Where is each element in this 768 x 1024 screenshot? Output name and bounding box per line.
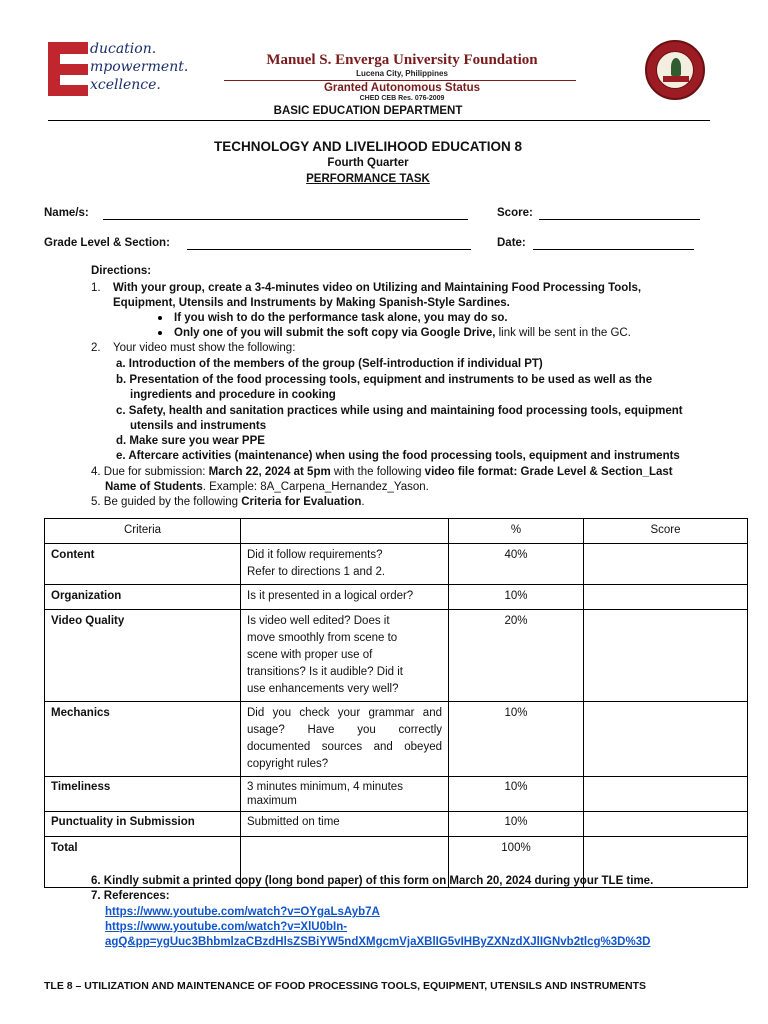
logo-e-letter xyxy=(48,42,88,96)
table-row xyxy=(45,544,748,585)
header-percent: % xyxy=(449,519,584,544)
direction-5: 5. Be guided by the following Criteria for Evaluation. xyxy=(91,496,365,508)
direction-1: With your group, create a 3-4-minutes video on Utilizing and Maintaining Food Processing Tools, xyxy=(113,282,642,294)
table-header-row xyxy=(45,519,748,544)
direction-2d: d. Make sure you wear PPE xyxy=(116,435,265,447)
bullet-icon xyxy=(158,331,162,335)
criteria-percent: 10% xyxy=(449,585,584,610)
school-logo xyxy=(48,40,208,98)
bullet-1: If you wish to do the performance task alone, you may do so. xyxy=(174,312,508,324)
date-label: Date: xyxy=(497,237,526,249)
criteria-description: Did you check your grammar and usage? Have you correctly documented sources and obeyed copyright rules? xyxy=(241,702,449,777)
university-seal-icon xyxy=(645,40,705,100)
direction-2e: e. Aftercare activities (maintenance) when using the food processing tools, equipment and instruments xyxy=(116,450,680,462)
score-field[interactable] xyxy=(539,208,700,220)
bullet-2: Only one of you will submit the soft copy via Google Drive, link will be sent in the GC. xyxy=(174,327,631,339)
direction-4-cont: Name of Students. Example: 8A_Carpena_Hernandez_Yason. xyxy=(105,481,429,493)
direction-1-cont: Equipment, Utensils and Instruments by Making Spanish-Style Sardines. xyxy=(113,297,510,309)
table-row xyxy=(45,610,748,702)
score-cell[interactable] xyxy=(584,544,748,585)
quarter-label: Fourth Quarter xyxy=(327,157,409,169)
criteria-percent: 10% xyxy=(449,702,584,777)
score-cell[interactable] xyxy=(584,702,748,777)
direction-6: 6. Kindly submit a printed copy (long bond paper) of this form on March 20, 2024 during your TLE time. xyxy=(91,875,654,887)
score-cell[interactable] xyxy=(584,777,748,812)
table-row xyxy=(45,777,748,812)
subject-title: TECHNOLOGY AND LIVELIHOOD EDUCATION 8 xyxy=(213,139,522,154)
criteria-description: Submitted on time xyxy=(241,812,449,837)
criteria-name: Organization xyxy=(45,585,241,610)
criteria-description: Is it presented in a logical order? xyxy=(241,585,449,610)
table-row xyxy=(45,585,748,610)
department-rule xyxy=(48,120,710,121)
grade-section-field[interactable] xyxy=(187,238,471,250)
direction-2c: c. Safety, health and sanitation practices while using and maintaining food processing tools, equipment xyxy=(116,405,683,417)
criteria-percent: 40% xyxy=(449,544,584,585)
header-score: Score xyxy=(584,519,748,544)
criteria-name: Punctuality in Submission xyxy=(45,812,241,837)
ched-resolution: CHED CEB Res. 076-2009 xyxy=(359,95,445,102)
direction-2b-cont: ingredients and procedure in cooking xyxy=(130,389,336,401)
direction-7: 7. References: xyxy=(91,890,170,902)
criteria-percent: 10% xyxy=(449,777,584,812)
direction-2a: a. Introduction of the members of the group (Self-introduction if individual PT) xyxy=(116,358,543,370)
criteria-description: Is video well edited? Does it move smoothly from scene to scene with proper use of transitions? Is it audible? Did it use enhancements very well? xyxy=(241,610,449,702)
date-field[interactable] xyxy=(533,238,694,250)
criteria-name: Timeliness xyxy=(45,777,241,812)
direction-2: Your video must show the following: xyxy=(113,342,296,354)
reference-link-1[interactable]: https://www.youtube.com/watch?v=OYgaLsAyb7A xyxy=(105,906,380,918)
header-description xyxy=(241,519,449,544)
header-criteria: Criteria xyxy=(45,519,241,544)
criteria-name: Video Quality xyxy=(45,610,241,702)
direction-2c-cont: utensils and instruments xyxy=(130,420,267,432)
directions-heading: Directions: xyxy=(91,265,152,277)
criteria-percent: 10% xyxy=(449,812,584,837)
direction-2-number: 2. xyxy=(91,342,101,354)
university-name: Manuel S. Enverga University Foundation xyxy=(266,52,538,68)
direction-2b: b. Presentation of the food processing tools, equipment and instruments to be used as well as the xyxy=(116,374,653,386)
score-cell[interactable] xyxy=(584,610,748,702)
direction-4: 4. Due for submission: March 22, 2024 at 5pm with the following video file format: Grade Level & Section_Last xyxy=(91,466,673,478)
autonomous-status: Granted Autonomous Status xyxy=(323,82,481,94)
page-footer: TLE 8 – UTILIZATION AND MAINTENANCE OF FOOD PROCESSING TOOLS, EQUIPMENT, UTENSILS AND INSTRUMENTS xyxy=(44,980,647,992)
motto-line-1: ducation. xyxy=(90,41,157,57)
score-label: Score: xyxy=(497,207,533,219)
header-divider xyxy=(224,80,576,81)
criteria-description: 3 minutes minimum, 4 minutes maximum xyxy=(241,777,449,812)
university-city: Lucena City, Philippines xyxy=(356,69,448,78)
name-field[interactable] xyxy=(103,208,468,220)
score-cell[interactable] xyxy=(584,585,748,610)
score-cell[interactable] xyxy=(584,812,748,837)
performance-task-label: PERFORMANCE TASK xyxy=(306,173,430,185)
criteria-table xyxy=(44,518,748,888)
reference-link-2-cont[interactable]: agQ&pp=ygUuc3BhbmlzaCBzdHlsZSBiYW5ndXMgcmVjaXBlIG5vIHByZXNzdXJlIGNvb2tlcg%3D%3D xyxy=(105,936,651,948)
motto-line-2: mpowerment. xyxy=(90,59,189,75)
name-label: Name/s: xyxy=(44,207,89,219)
bullet-icon xyxy=(158,316,162,320)
grade-section-label: Grade Level & Section: xyxy=(44,237,170,249)
motto-line-3: xcellence. xyxy=(90,77,161,93)
criteria-name: Total xyxy=(45,837,241,888)
direction-1-number: 1. xyxy=(91,282,101,294)
table-row xyxy=(45,702,748,777)
criteria-percent: 20% xyxy=(449,610,584,702)
reference-link-2[interactable]: https://www.youtube.com/watch?v=XlU0bIn- xyxy=(105,921,348,933)
department-name: BASIC EDUCATION DEPARTMENT xyxy=(273,105,463,117)
criteria-percent: 100% xyxy=(449,837,584,888)
criteria-name: Mechanics xyxy=(45,702,241,777)
criteria-name: Content xyxy=(45,544,241,585)
table-row xyxy=(45,812,748,837)
criteria-description: Did it follow requirements? Refer to directions 1 and 2. xyxy=(241,544,449,585)
